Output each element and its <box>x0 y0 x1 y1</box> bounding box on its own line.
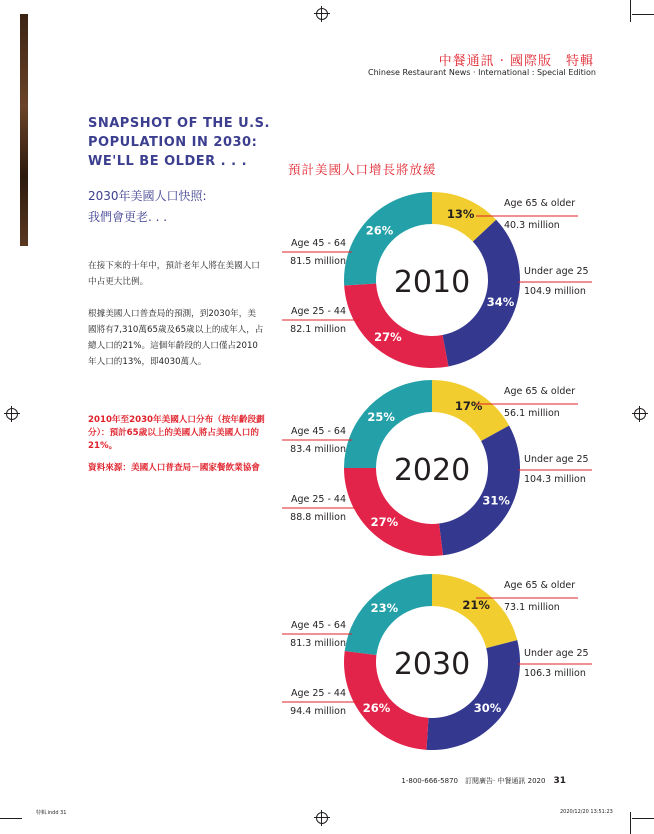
source-note: 資料來源：美國人口普查局－國家餐飲業協會 <box>88 463 260 473</box>
page-footer <box>401 776 566 786</box>
callout-category-label: Age 65 & older <box>504 198 576 209</box>
slice-percent-label: 23% <box>370 600 399 615</box>
callout-category-label: Under age 25 <box>524 454 589 465</box>
callout-population-label: 82.1 million <box>290 324 346 335</box>
callout-population-label: 56.1 million <box>504 408 560 419</box>
publication-subtitle: Chinese Restaurant News · International : Special Edition <box>368 68 596 77</box>
callout-category-label: Age 25 - 44 <box>290 688 346 699</box>
snapshot-title-line: SNAPSHOT OF THE U.S. <box>88 116 270 131</box>
slice-percent-label: 31% <box>482 493 510 508</box>
slice-percent-label: 13% <box>446 206 475 221</box>
slice-percent-label: 26% <box>362 700 391 715</box>
callout-category-label: Age 45 - 64 <box>290 426 346 437</box>
callout-category-label: Under age 25 <box>524 266 589 277</box>
callout-population-label: 106.3 million <box>524 668 586 679</box>
callout-population-label: 81.5 million <box>290 256 346 267</box>
callout-category-label: Age 45 - 64 <box>290 238 346 249</box>
slice-percent-label: 25% <box>367 410 395 425</box>
callout-population-label: 104.9 million <box>524 286 586 297</box>
footer-contact: 1-800-666-5870 訂閱廣告· 中餐通訊 2020 <box>401 777 546 785</box>
slice-percent-label: 26% <box>365 223 394 238</box>
callout-category-label: Age 25 - 44 <box>290 306 346 317</box>
chart-year-label: 2010 <box>393 265 471 300</box>
intro-paragraph-1: 在接下來的十年中，預計老年人將在美國人口中占更大比例。 <box>88 261 260 287</box>
donut-slice-under-25 <box>439 426 520 556</box>
slice-percent-label: 17% <box>454 399 483 414</box>
slice-percent-label: 30% <box>473 700 502 715</box>
page-number: 31 <box>553 776 566 786</box>
callout-population-label: 104.3 million <box>524 474 586 485</box>
callout-population-label: 81.3 million <box>290 638 346 649</box>
callout-category-label: Age 25 - 44 <box>290 494 346 505</box>
callout-population-label: 83.4 million <box>290 444 346 455</box>
callout-population-label: 40.3 million <box>504 220 560 231</box>
slice-percent-label: 27% <box>370 515 399 530</box>
publication-title: 中餐通訊 · 國際版 特輯 <box>438 54 594 69</box>
chinese-title-line: 2030年美國人口快照: <box>88 189 207 203</box>
callout-population-label: 73.1 million <box>504 602 560 613</box>
callout-category-label: Age 65 & older <box>504 386 576 397</box>
callout-population-label: 94.4 million <box>290 706 346 717</box>
callout-category-label: Age 45 - 64 <box>290 620 346 631</box>
snapshot-title-line: WE'LL BE OLDER . . . <box>88 154 248 169</box>
callout-category-label: Under age 25 <box>524 648 589 659</box>
highlight-note: 2010年至2030年美國人口分布（按年齡段劃分）：預計65歲以上的美國人將占美國人口的21%。 <box>88 415 265 451</box>
file-slug: 特輯.indd 31 <box>36 810 67 816</box>
callout-population-label: 88.8 million <box>290 512 346 523</box>
slice-percent-label: 34% <box>486 295 515 310</box>
chart-year-label: 2020 <box>393 453 471 488</box>
slice-percent-label: 21% <box>462 598 490 613</box>
chart-year-label: 2030 <box>393 647 471 682</box>
intro-paragraph-2: 根據美國人口普查局的預測，到2030年，美國將有7,310萬65歲及65歲以上的成年人，占總人口的21%。這個年齡段的人口僅占2010年人口的13%，即4030萬人。 <box>88 309 264 367</box>
chinese-title-line: 我們會更老. . . <box>88 210 168 224</box>
date-slug: 2020/12/20 13:51:23 <box>560 809 613 815</box>
callout-category-label: Age 65 & older <box>504 580 576 591</box>
slice-percent-label: 27% <box>374 329 402 344</box>
chart-heading: 預計美國人口增長將放緩 <box>288 162 437 177</box>
snapshot-title-line: POPULATION IN 2030: <box>88 135 258 150</box>
